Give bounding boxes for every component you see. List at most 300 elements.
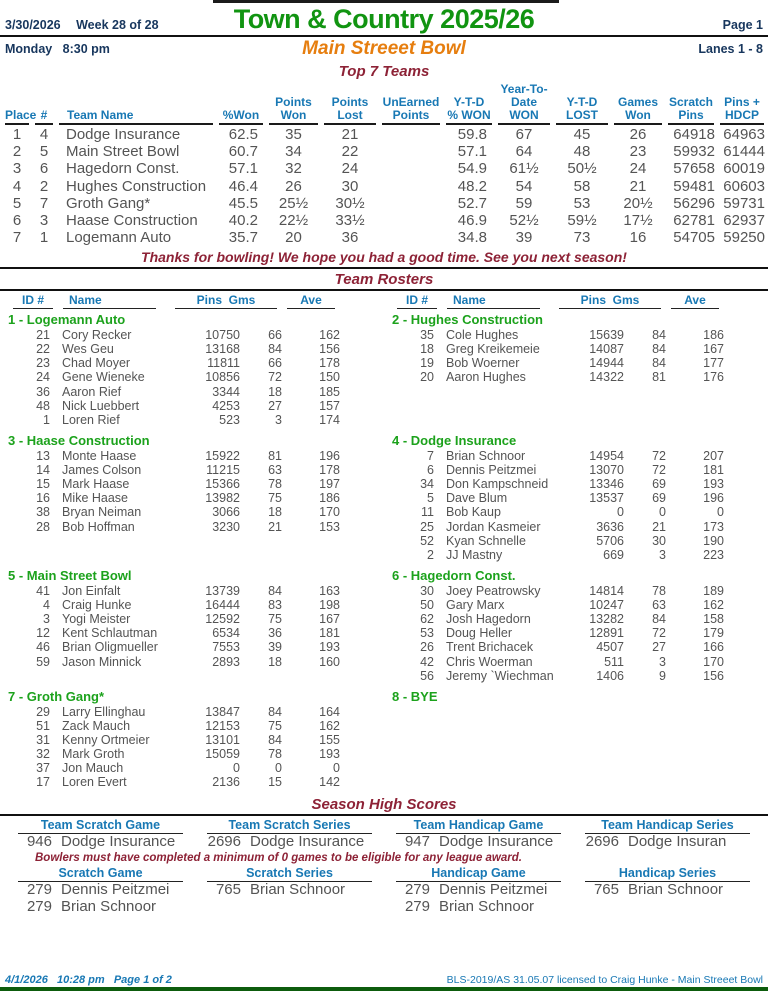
player-name: Jason Minnick	[62, 654, 142, 669]
standings-col-header-line1: Points	[275, 95, 312, 109]
player-id: 26	[420, 640, 434, 655]
player-ave: 170	[703, 654, 724, 669]
top-edge-artifact	[213, 0, 559, 3]
player-pins: 7553	[212, 640, 240, 655]
standings-cell-12: 60603	[723, 177, 765, 195]
player-id: 28	[36, 519, 50, 534]
standings-cell-1: 3	[39, 212, 49, 230]
player-pins: 13168	[205, 342, 240, 357]
high-score-value: 279	[26, 881, 52, 899]
high-score-entry	[384, 834, 573, 851]
high-score-entry	[6, 882, 195, 899]
standings-cell-8: 54	[515, 177, 533, 195]
standings-cell-1: 4	[39, 126, 49, 143]
player-id: 17	[36, 775, 50, 790]
player-pins: 4253	[212, 398, 240, 413]
standings-note: Thanks for bowling! We hope you had a good time. See you next season!	[141, 249, 627, 266]
high-score-category	[384, 866, 573, 915]
player-gms: 36	[268, 626, 282, 641]
standings-col-header	[59, 83, 213, 125]
player-gms: 39	[268, 640, 282, 655]
high-score-name: Dodge Insurance	[61, 833, 176, 850]
roster-player-row	[8, 612, 340, 626]
player-pins: 4507	[596, 640, 624, 655]
standings-cell-11: 57658	[673, 160, 715, 178]
rosters-title: Team Rosters	[334, 271, 434, 289]
high-score-label: Team Handicap Game	[396, 818, 561, 834]
standings-bottom-divider	[0, 267, 768, 269]
standings-header	[2, 83, 766, 125]
player-name: Jeremy `Wiechman	[446, 668, 554, 683]
player-name: Bryan Neiman	[62, 505, 142, 520]
roster-team-name: 8 - BYE	[392, 689, 438, 705]
roster-team	[0, 312, 384, 427]
player-name: Wes Geu	[62, 342, 114, 357]
player-ave: 156	[319, 342, 340, 357]
roster-player-row	[392, 491, 724, 505]
roster-player-row	[8, 328, 340, 342]
standings-col-header	[324, 83, 376, 125]
standings-cell-7: 59.8	[457, 126, 487, 143]
roster-player-row	[8, 655, 340, 669]
player-pins: 3230	[212, 519, 240, 534]
page-number: Page 1	[722, 18, 763, 32]
standings-cell-12: 59731	[723, 194, 765, 212]
standings-cell-5: 22	[341, 143, 359, 161]
standings-col-header-line1: Y-T-D	[566, 95, 598, 109]
award-note: Bowlers must have completed a minimum of 0 games to be eligible for any league award.	[35, 852, 522, 865]
high-score-name: Dennis Peitzmei	[61, 882, 170, 899]
player-pins: 3344	[212, 384, 240, 399]
standings-col-header-line2: Won	[280, 108, 307, 122]
standings-title: Top 7 Teams	[338, 63, 430, 80]
player-gms: 84	[652, 356, 666, 371]
player-name: Aaron Rief	[62, 384, 122, 399]
high-scores-divider	[0, 814, 768, 816]
standings-cell-0: 6	[12, 212, 22, 230]
standings-cell-3: 60.7	[228, 143, 258, 161]
player-gms: 30	[652, 533, 666, 548]
roster-player-row	[392, 342, 724, 356]
player-name: Jon Mauch	[62, 761, 124, 776]
footer	[5, 974, 763, 986]
standings-cell-12: 61444	[723, 143, 765, 161]
bottom-bar	[0, 987, 768, 991]
player-name: Brian Schnoor	[446, 448, 526, 463]
roster-player-row	[8, 342, 340, 356]
standings-cell-0: 1	[12, 126, 22, 143]
player-name: Yogi Meister	[62, 612, 131, 627]
player-gms: 63	[652, 597, 666, 612]
player-gms: 18	[268, 654, 282, 669]
player-id: 25	[420, 519, 434, 534]
player-pins: 2136	[212, 775, 240, 790]
player-pins: 14814	[589, 583, 624, 598]
high-score-value: 946	[26, 832, 52, 850]
high-score-category	[384, 818, 573, 851]
player-id: 31	[36, 732, 50, 747]
standings-cell-0: 2	[12, 143, 22, 161]
session-day-time: Monday 8:30 pm	[5, 42, 110, 56]
player-ave: 162	[319, 327, 340, 342]
standings-cell-1: 1	[39, 229, 49, 247]
roster-pairs	[0, 312, 768, 789]
high-score-entry	[195, 834, 384, 851]
player-gms: 66	[268, 356, 282, 371]
player-ave: 155	[319, 732, 340, 747]
standings-col-header-line1: Games	[617, 95, 659, 109]
high-score-entry	[573, 834, 762, 851]
player-id: 12	[36, 626, 50, 641]
roster-team	[0, 433, 384, 562]
roster-player-row	[8, 584, 340, 598]
roster-player-row	[392, 598, 724, 612]
player-ave: 181	[703, 462, 724, 477]
standings-row	[2, 126, 766, 143]
standings-col-header-line2: Points	[392, 108, 430, 122]
player-id: 3	[43, 612, 50, 627]
player-pins: 14087	[589, 342, 624, 357]
player-id: 21	[36, 327, 50, 342]
player-name: Dave Blum	[446, 491, 508, 506]
player-name: Jordan Kasmeier	[446, 519, 541, 534]
standings-cell-8: 67	[515, 126, 533, 143]
league-title: Town & Country 2025/26	[233, 4, 535, 34]
standings-cell-2: Logemann Auto	[66, 229, 172, 247]
roster-header-id: ID #	[13, 293, 53, 309]
player-pins: 11215	[206, 462, 240, 477]
roster-player-row	[8, 385, 340, 399]
player-id: 14	[36, 462, 50, 477]
player-name: Kent Schlautman	[62, 626, 158, 641]
player-pins: 15922	[205, 448, 240, 463]
player-id: 5	[427, 491, 434, 506]
high-score-category	[573, 866, 762, 915]
player-name: Gary Marx	[446, 597, 505, 612]
player-id: 19	[420, 356, 434, 371]
player-gms: 75	[268, 491, 282, 506]
player-gms: 84	[268, 704, 282, 719]
standings-col-header	[219, 83, 263, 125]
standings-col-header	[614, 83, 662, 125]
standings-cell-5: 33½	[335, 212, 365, 230]
standings-col-header	[382, 83, 440, 125]
standings-col-header-line2: Pins	[678, 108, 704, 122]
player-name: Doug Heller	[446, 626, 513, 641]
player-id: 59	[36, 654, 50, 669]
standings-cell-11: 54705	[673, 229, 715, 247]
standings-cell-4: 32	[285, 160, 302, 178]
standings-cell-11: 59481	[673, 177, 715, 195]
roster-player-row	[392, 356, 724, 370]
standings-row	[2, 229, 766, 246]
standings-col-header-line2: WON	[509, 108, 539, 122]
player-id: 56	[420, 668, 434, 683]
high-score-category	[195, 818, 384, 851]
standings-cell-7: 57.1	[457, 143, 487, 161]
standings-cell-7: 52.7	[457, 194, 487, 212]
player-gms: 75	[268, 718, 282, 733]
player-id: 16	[36, 491, 50, 506]
roster-player-row	[8, 399, 340, 413]
standings-cell-12: 64963	[723, 126, 765, 143]
player-gms: 72	[652, 448, 666, 463]
player-pins: 13282	[589, 612, 624, 627]
roster-player-row	[392, 534, 724, 548]
header-row2	[0, 37, 768, 59]
player-gms: 84	[652, 327, 666, 342]
player-id: 20	[420, 370, 434, 385]
roster-player-row	[8, 761, 340, 775]
standings-col-header	[446, 83, 492, 125]
player-id: 22	[36, 342, 50, 357]
standings-cell-10: 24	[629, 160, 647, 178]
standings-cell-9: 59½	[567, 212, 597, 230]
standings-cell-8: 61½	[509, 160, 539, 178]
player-ave: 186	[703, 327, 724, 342]
player-gms: 27	[268, 398, 282, 413]
player-name: Jon Einfalt	[62, 583, 121, 598]
player-id: 51	[36, 718, 50, 733]
standings-cell-0: 4	[12, 177, 22, 195]
player-name: Kyan Schnelle	[446, 533, 526, 548]
player-id: 48	[36, 398, 50, 413]
player-ave: 173	[703, 519, 724, 534]
high-score-category	[6, 866, 195, 915]
standings-col-header-line2: % WON	[447, 108, 491, 122]
standings-cell-2: Main Street Bowl	[66, 143, 180, 161]
high-score-label: Team Handicap Series	[585, 818, 750, 834]
high-score-value: 279	[404, 881, 430, 899]
player-name: Craig Hunke	[62, 597, 132, 612]
footer-right: BLS-2019/AS 31.05.07 licensed to Craig Hunke - Main Streeet Bowl	[446, 974, 763, 986]
standings-col-header	[720, 83, 764, 125]
standings-cell-4: 20	[285, 229, 302, 247]
player-pins: 13346	[589, 477, 624, 492]
player-ave: 160	[319, 654, 340, 669]
player-pins: 11811	[207, 356, 240, 371]
standings-cell-5: 21	[341, 126, 359, 143]
standings-col-header	[668, 83, 714, 125]
player-gms: 69	[652, 491, 666, 506]
standings-col-header-line1: Y-T-D	[453, 95, 485, 109]
player-pins: 14944	[589, 356, 624, 371]
standings-row	[2, 212, 766, 229]
lanes-label: Lanes 1 - 8	[698, 42, 763, 56]
roster-player-row	[8, 705, 340, 719]
player-gms: 72	[268, 370, 282, 385]
player-name: Mark Groth	[62, 747, 125, 762]
player-pins: 13537	[589, 491, 624, 506]
standings-cell-4: 26	[285, 177, 302, 195]
standings-col-header	[35, 83, 53, 125]
player-name: Trent Brichacek	[446, 640, 534, 655]
player-name: Brian Oligmueller	[62, 640, 158, 655]
high-score-entry	[384, 882, 573, 899]
roster-player-row	[392, 505, 724, 519]
player-name: Kenny Ortmeier	[62, 732, 150, 747]
roster-header-ave: Ave	[287, 293, 335, 309]
player-ave: 142	[319, 775, 340, 790]
player-id: 35	[420, 327, 434, 342]
roster-team	[384, 689, 768, 790]
roster-player-row	[8, 640, 340, 654]
player-ave: 178	[319, 356, 340, 371]
player-name: Greg Kreikemeie	[446, 342, 540, 357]
roster-player-row	[392, 477, 724, 491]
high-score-value: 2696	[207, 832, 241, 850]
player-gms: 69	[652, 477, 666, 492]
player-id: 50	[420, 597, 434, 612]
standings-cell-9: 48	[573, 143, 591, 161]
standings-col-header	[5, 83, 37, 125]
roster-header-name: Name	[447, 293, 540, 309]
player-id: 53	[420, 626, 434, 641]
standings-col-header	[498, 83, 550, 125]
standings-col-header-line1: Scratch	[668, 95, 714, 109]
player-gms: 84	[652, 342, 666, 357]
standings-cell-2: Hagedorn Const.	[66, 160, 180, 178]
high-score-category	[6, 818, 195, 851]
player-gms: 15	[268, 775, 282, 790]
roster-team-name: 2 - Hughes Construction	[392, 312, 543, 328]
standings-cell-10: 16	[629, 229, 647, 247]
standings-cell-9: 58	[573, 177, 591, 195]
standings-cell-4: 25½	[278, 194, 309, 212]
player-name: Zack Mauch	[62, 718, 131, 733]
player-pins: 13101	[205, 732, 240, 747]
high-score-label: Scratch Series	[207, 866, 372, 882]
player-name: Cole Hughes	[446, 327, 519, 342]
player-name: Larry Ellinghau	[62, 704, 146, 719]
high-score-entry	[195, 882, 384, 899]
player-ave: 167	[319, 612, 340, 627]
player-pins: 13739	[205, 583, 240, 598]
player-id: 34	[420, 477, 434, 492]
roster-header-name: Name	[63, 293, 156, 309]
roster-player-row	[8, 413, 340, 427]
roster-player-row	[392, 655, 724, 669]
standings-cell-5: 30½	[335, 194, 365, 212]
player-gms: 3	[275, 413, 282, 428]
player-pins: 12891	[589, 626, 624, 641]
header-date-week	[5, 18, 195, 32]
high-score-entry	[573, 882, 762, 899]
player-ave: 0	[333, 761, 340, 776]
roster-player-row	[392, 612, 724, 626]
footer-left: 4/1/2026 10:28 pm Page 1 of 2	[5, 974, 172, 986]
player-ave: 178	[319, 462, 340, 477]
standings-cell-7: 34.8	[457, 229, 487, 247]
standings-col-header-line2: Place	[5, 108, 37, 122]
roster-team-name: 1 - Logemann Auto	[8, 312, 126, 328]
standings-cell-9: 45	[573, 126, 591, 143]
player-ave: 177	[703, 356, 724, 371]
roster-team	[384, 312, 768, 427]
standings-cell-7: 54.9	[457, 160, 487, 178]
player-ave: 193	[703, 477, 724, 492]
player-gms: 83	[268, 597, 282, 612]
player-pins: 3636	[596, 519, 624, 534]
standings-cell-1: 7	[39, 194, 49, 212]
standings-body	[0, 126, 768, 246]
roster-header-ave: Ave	[671, 293, 719, 309]
high-score-label: Handicap Series	[585, 866, 750, 882]
player-id: 13	[36, 448, 50, 463]
standings-cell-10: 26	[629, 126, 647, 143]
standings-cell-6	[379, 195, 443, 212]
player-id: 38	[36, 505, 50, 520]
player-ave: 190	[703, 533, 724, 548]
standings-cell-1: 5	[39, 143, 49, 161]
player-ave: 189	[703, 583, 724, 598]
player-pins: 14954	[589, 448, 624, 463]
standings-col-header-line1: Pins +	[724, 95, 760, 109]
player-gms: 18	[268, 505, 282, 520]
player-ave: 186	[319, 491, 340, 506]
player-id: 52	[420, 533, 434, 548]
player-gms: 84	[652, 612, 666, 627]
player-id: 29	[36, 704, 50, 719]
standings-cell-4: 34	[285, 143, 302, 161]
high-score-entry	[6, 899, 195, 916]
player-ave: 174	[319, 413, 340, 428]
player-ave: 196	[703, 491, 724, 506]
roster-player-row	[8, 463, 340, 477]
standings-cell-7: 48.2	[457, 177, 487, 195]
player-pins: 6534	[212, 626, 240, 641]
player-pins: 3066	[212, 505, 240, 520]
player-gms: 21	[268, 519, 282, 534]
roster-team	[384, 433, 768, 562]
team-high-scores	[6, 818, 762, 851]
player-gms: 81	[652, 370, 666, 385]
high-score-label: Handicap Game	[396, 866, 561, 882]
standings-cell-1: 2	[39, 177, 49, 195]
high-score-name: Brian Schnoor	[628, 882, 724, 899]
player-pins: 15059	[205, 747, 240, 762]
player-pins: 1406	[596, 668, 624, 683]
roster-player-row	[392, 463, 724, 477]
standings-cell-2: Haase Construction	[66, 212, 198, 230]
roster-player-row	[392, 520, 724, 534]
high-score-category	[573, 818, 762, 851]
player-gms: 3	[659, 654, 666, 669]
standings-cell-0: 7	[12, 229, 22, 247]
player-gms: 84	[268, 342, 282, 357]
standings-cell-4: 22½	[278, 212, 309, 230]
player-name: Bob Woerner	[446, 356, 520, 371]
player-name: Don Kampschneid	[446, 477, 549, 492]
player-ave: 166	[703, 640, 724, 655]
player-name: Chad Moyer	[62, 356, 131, 371]
player-gms: 63	[268, 462, 282, 477]
player-id: 32	[36, 747, 50, 762]
standings-cell-12: 59250	[723, 229, 765, 247]
player-ave: 153	[319, 519, 340, 534]
standings-cell-8: 39	[515, 229, 533, 247]
roster-player-row	[8, 747, 340, 761]
player-ave: 163	[319, 583, 340, 598]
roster-header-id: ID #	[397, 293, 437, 309]
high-score-value: 279	[404, 897, 430, 915]
player-ave: 150	[319, 370, 340, 385]
player-ave: 162	[703, 597, 724, 612]
standings-cell-10: 21	[629, 177, 647, 195]
standings-cell-3: 40.2	[228, 212, 258, 230]
high-score-label: Team Scratch Game	[18, 818, 183, 834]
standings-cell-12: 60019	[723, 160, 765, 178]
